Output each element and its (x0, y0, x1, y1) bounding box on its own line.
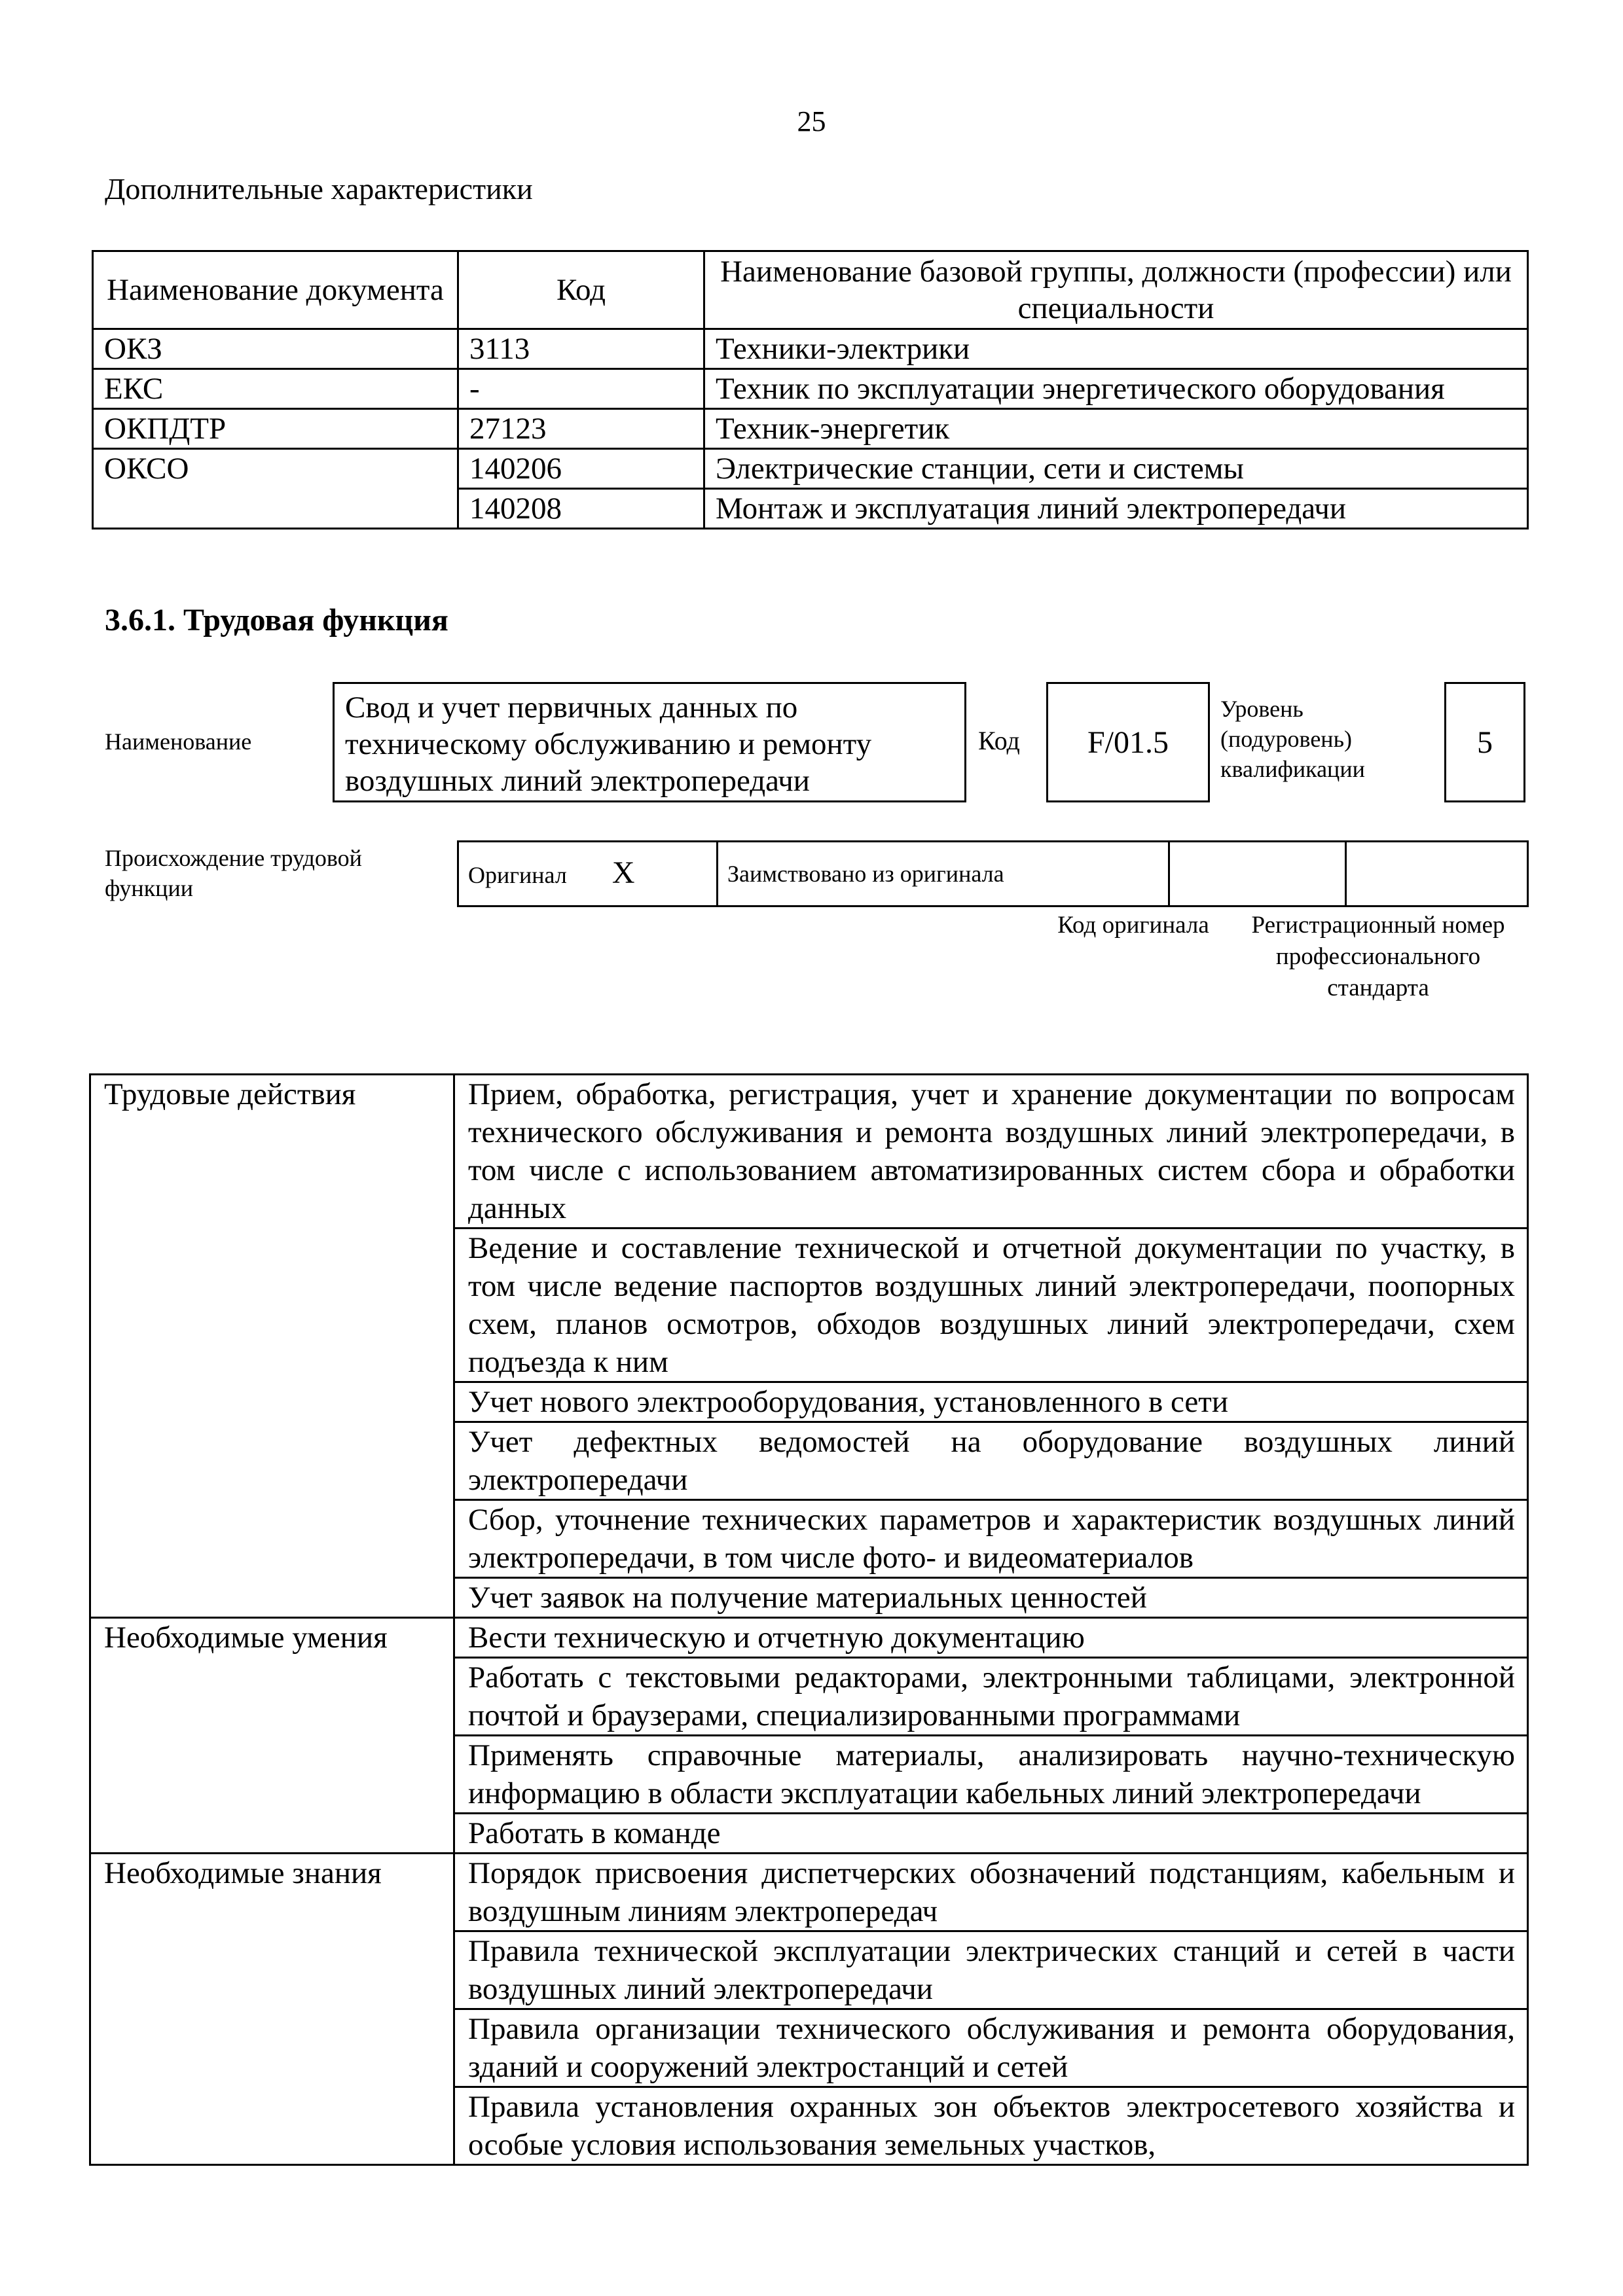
knowledge-item: Правила технической эксплуатации электрических станций и сетей в части воздушных линий электропередачи (454, 1931, 1528, 2009)
original-code-label: Код оригинала (1057, 912, 1209, 939)
action-item: Учет заявок на получение материальных ценностей (454, 1578, 1528, 1618)
table-row (90, 1075, 1528, 1229)
header-code: Код (458, 251, 704, 329)
action-item: Учет дефектных ведомостей на оборудование воздушных линий электропередачи (454, 1422, 1528, 1500)
action-item: Прием, обработка, регистрация, учет и хранение документации по вопросам технического обслуживания и ремонта воздушных линий электропередачи, в том числе с использованием автоматизированных систем сбора и обработки данных (454, 1075, 1528, 1229)
knowledge-item: Порядок присвоения диспетчерских обозначений подстанциям, кабельным и воздушным линиям электропередач (454, 1854, 1528, 1931)
table-row (93, 329, 1528, 369)
original-label: Оригинал (468, 861, 567, 888)
table-row (93, 369, 1528, 409)
origin-label: Происхождение трудовой функции (105, 845, 362, 901)
page-number: 25 (797, 105, 826, 137)
name-label: Наименование (105, 728, 252, 755)
table-row (93, 489, 1528, 529)
cell-name: Техники-электрики (704, 329, 1528, 369)
cell-code: 27123 (458, 409, 704, 449)
skill-item: Работать с текстовыми редакторами, электронными таблицами, электронной почтой и браузерами, специализированными программами (454, 1658, 1528, 1736)
origin-row (458, 842, 1528, 906)
knowledge-item: Правила установления охранных зон объектов электросетевого хозяйства и особые условия использования земельных участков, (454, 2087, 1528, 2165)
cell-code: - (458, 369, 704, 409)
cell-doc: ОКПДТР (93, 409, 458, 449)
labor-function-code: F/01.5 (1046, 682, 1210, 802)
header-group-name: Наименование базовой группы, должности (профессии) или специальности (704, 251, 1528, 329)
knowledge-label: Необходимые знания (90, 1854, 454, 2165)
qualification-level: 5 (1444, 682, 1525, 802)
header-document: Наименование документа (93, 251, 458, 329)
cell-name: Техник-энергетик (704, 409, 1528, 449)
cell-code: 3113 (458, 329, 704, 369)
original-code-cell (1169, 842, 1346, 906)
cell-code: 140206 (458, 449, 704, 489)
cell-name: Монтаж и эксплуатация линий электропередачи (704, 489, 1528, 529)
characteristics-table (92, 250, 1529, 529)
labor-function-table (89, 1073, 1529, 2166)
labor-function-heading: 3.6.1. Трудовая функция (105, 603, 448, 637)
original-cell (458, 842, 718, 906)
level-label: Уровень (подуровень) квалификации (1220, 696, 1365, 782)
table-header-row (93, 251, 1528, 329)
borrowed-label: Заимствовано из оригинала (718, 842, 1169, 906)
labor-function-name: Свод и учет первичных данных по техническому обслуживанию и ремонту воздушных линий электропередачи (333, 682, 966, 802)
knowledge-item: Правила организации технического обслуживания и ремонта оборудования, зданий и сооружений электростанций и сетей (454, 2009, 1528, 2087)
original-mark: X (611, 855, 635, 890)
table-row (90, 1854, 1528, 1931)
action-item: Учет нового электрооборудования, установленного в сети (454, 1382, 1528, 1422)
cell-name: Электрические станции, сети и системы (704, 449, 1528, 489)
table-row (93, 449, 1528, 489)
reg-number-cell (1346, 842, 1528, 906)
cell-doc: ЕКС (93, 369, 458, 409)
cell-doc: ОКЗ (93, 329, 458, 369)
cell-doc: ОКСО (93, 449, 458, 489)
cell-name: Техник по эксплуатации энергетического оборудования (704, 369, 1528, 409)
table-row (93, 409, 1528, 449)
origin-table (457, 840, 1529, 907)
code-label: Код (978, 726, 1020, 755)
skill-item: Применять справочные материалы, анализировать научно-техническую информацию в области эксплуатации кабельных линий электропередачи (454, 1736, 1528, 1814)
cell-code: 140208 (458, 489, 704, 529)
section-title: Дополнительные характеристики (105, 172, 533, 206)
skill-item: Работать в команде (454, 1814, 1528, 1854)
actions-label: Трудовые действия (90, 1075, 454, 1618)
action-item: Сбор, уточнение технических параметров и характеристик воздушных линий электропередачи, в том числе фото- и видеоматериалов (454, 1500, 1528, 1578)
table-row (90, 1618, 1528, 1658)
skills-label: Необходимые умения (90, 1618, 454, 1854)
action-item: Ведение и составление технической и отчетной документации по участку, в том числе ведение паспортов воздушных линий электропередачи, поопорных схем, планов осмотров, обходов воздушных линий электропередачи, схем подъезда к ним (454, 1229, 1528, 1382)
reg-number-label: Регистрационный номер профессионального стандарта (1251, 912, 1505, 1001)
cell-doc (93, 489, 458, 529)
skill-item: Вести техническую и отчетную документацию (454, 1618, 1528, 1658)
